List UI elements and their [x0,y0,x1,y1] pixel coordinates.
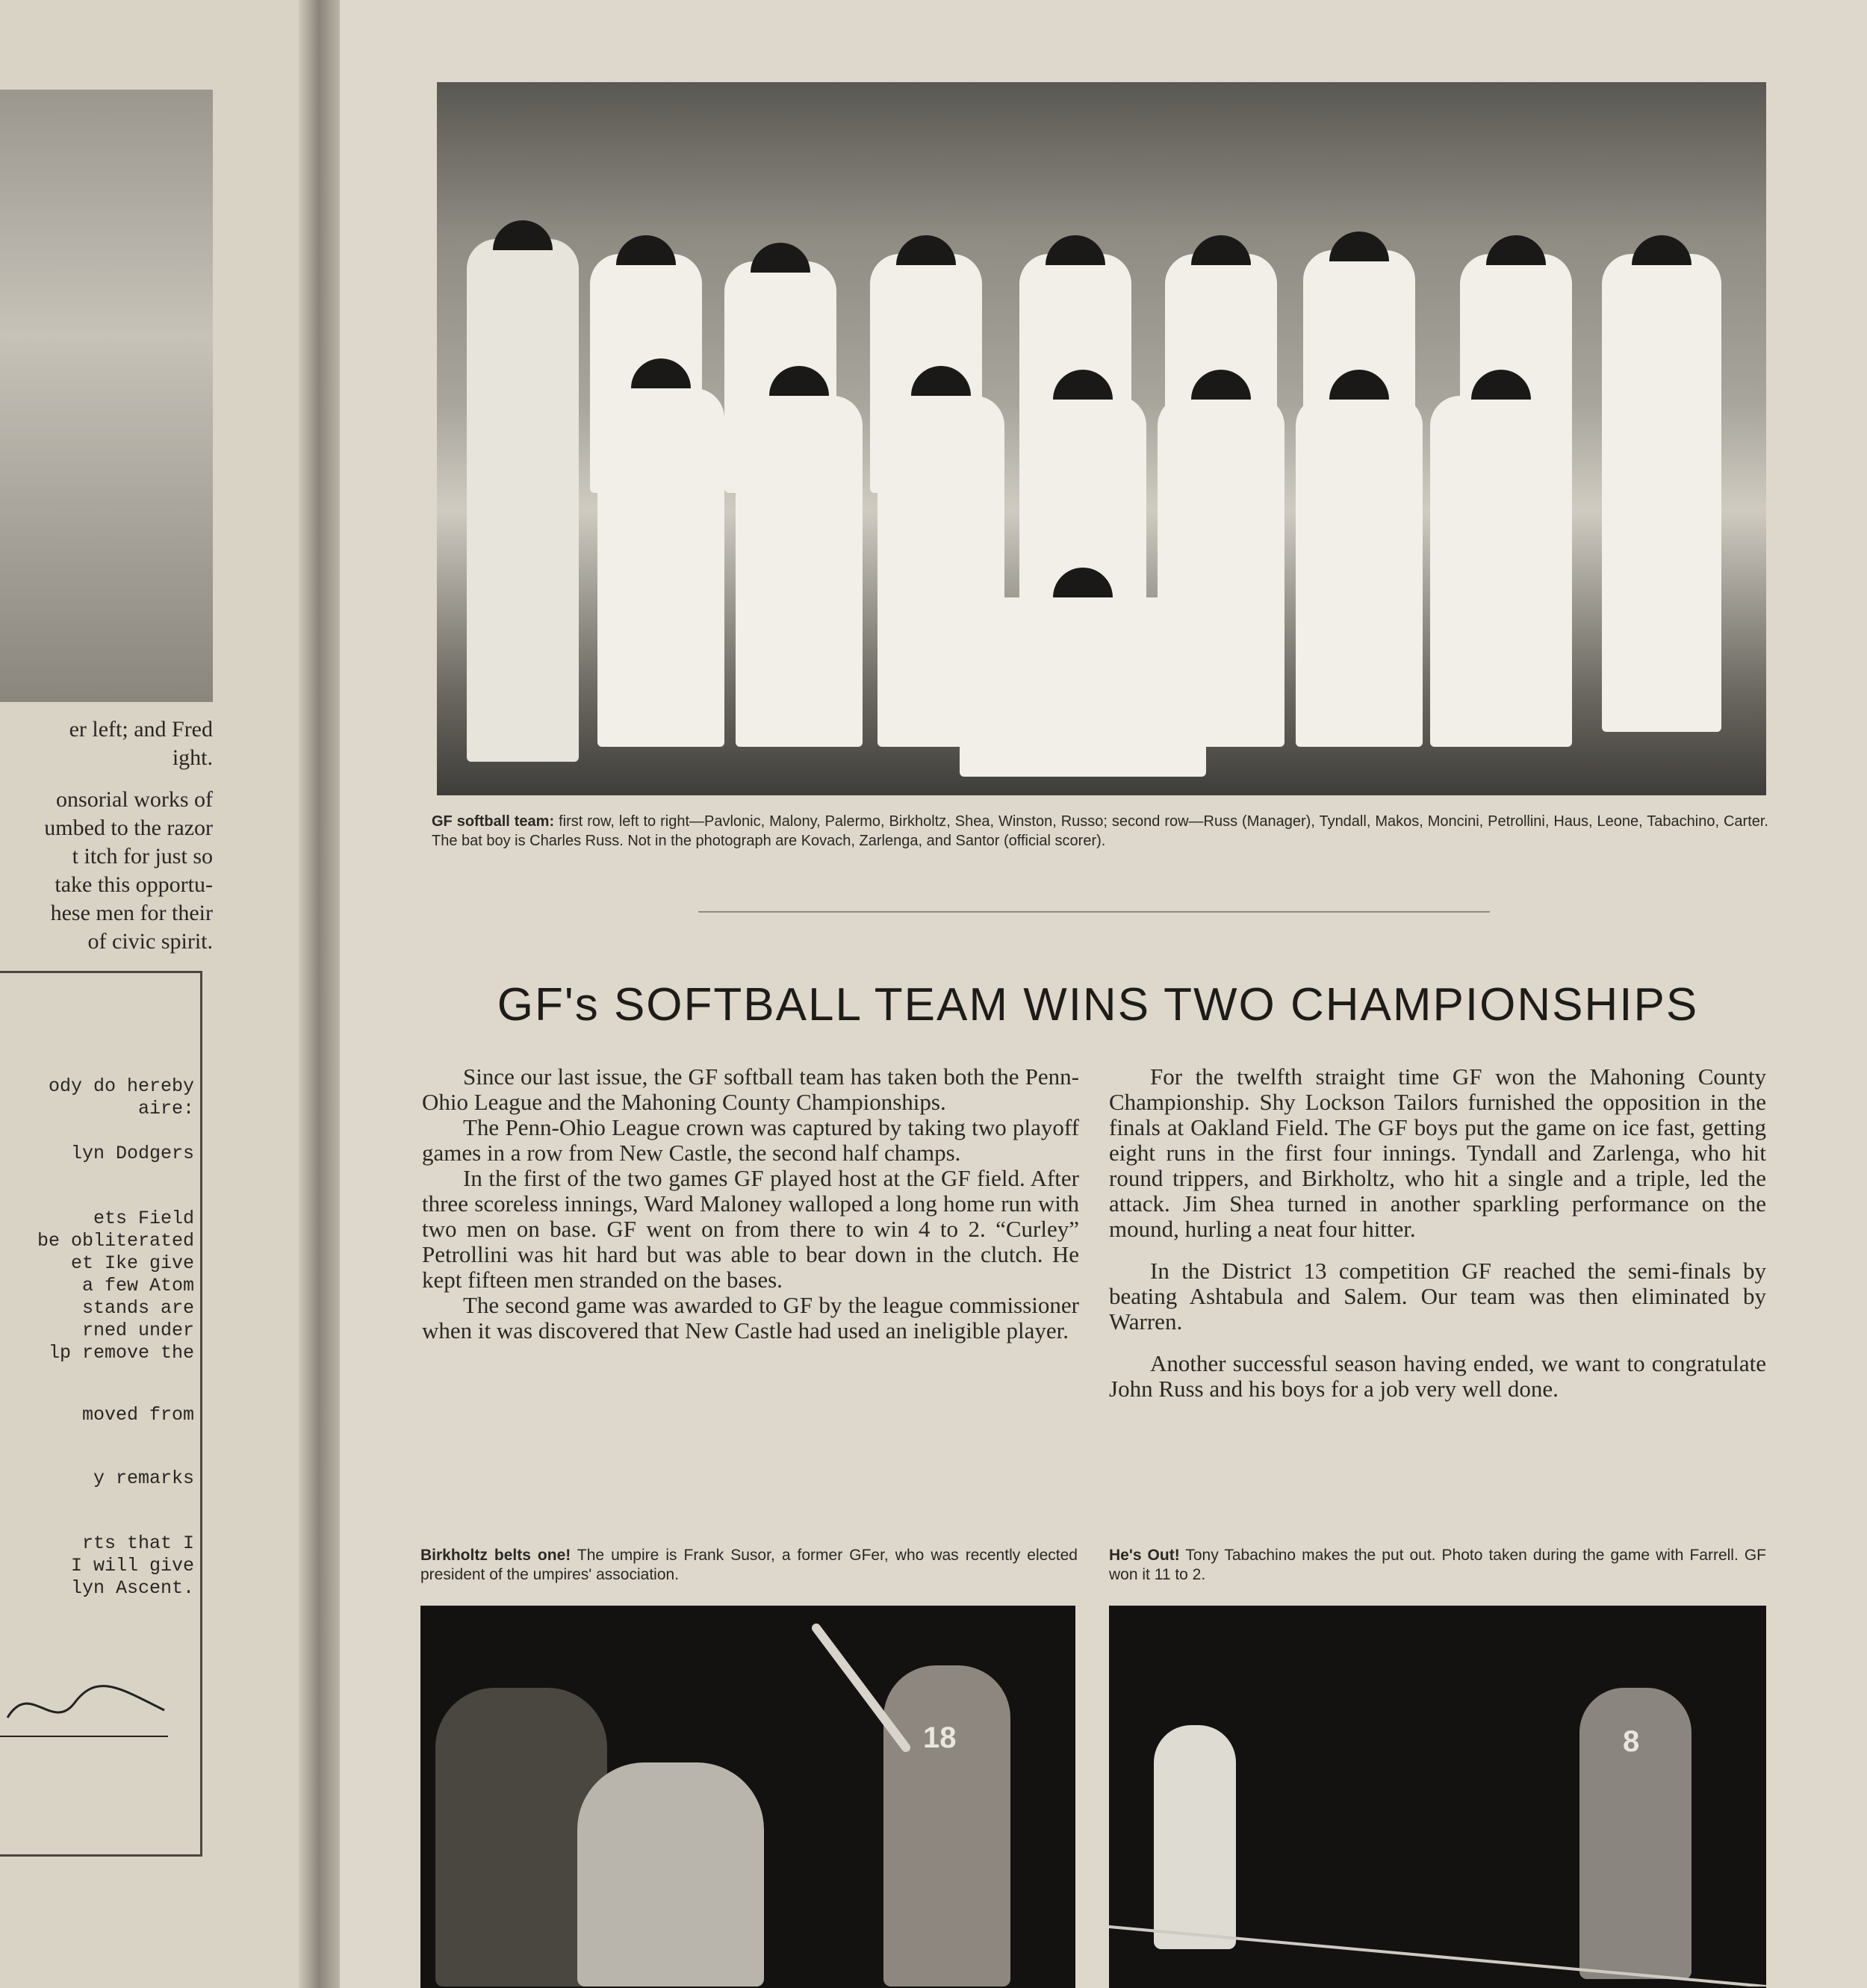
team-photo-caption-body: first row, left to right—Pavlonic, Malony, Palermo, Birkholtz, Shea, Winston, Russo; second row—Russ (Manager), Tyndall, Makos, Moncini, Petrollini, Haus, Leone, Tabachino, Carter. The bat boy is Charles Russ. Not in the photograph are Kovach, Zarlenga, and Santor (official scorer). [432,813,1768,849]
putout-photo-caption [1109,1546,1766,1585]
article-column-left [422,1064,1079,1344]
batting-photo [420,1606,1075,1988]
article-paragraph: For the twelfth straight time GF won the Mahoning County Championship. Shy Lockson Tailors furnished the opposition in the finals at Oakland Field. The GF boys put the game on ice fast, getting eight runs in the first four innings. Tyndall and Zarlenga, who hit round trippers, and Birkholtz, who hit a single and a triple, led the attack. Jim Shea turned in another sparkling performance on the mound, hurling a neat four hitter. [1109,1063,1766,1242]
batting-photo-caption-body: The umpire is Frank Susor, a former GFer, who was recently elected president of the umpires' association. [420,1547,1078,1583]
left-paragraph-line: umbed to the razor [44,816,213,840]
left-paragraph-line: t itch for just so [72,844,213,869]
box-line: ody do hereby [48,1075,194,1097]
left-paragraph-line: of civic spirit. [87,929,213,954]
team-photo-caption-lead: GF softball team: [432,813,555,830]
left-paragraph-line: hese men for their [50,901,213,925]
box-line: moved from [81,1404,194,1426]
section-divider [698,911,1490,913]
box-line: et Ike give [70,1252,194,1274]
article-column-right [1109,1064,1766,1402]
batting-photo-caption [420,1546,1078,1585]
article-paragraph: The Penn-Ohio League crown was captured by taking two playoff games in a row from New Castle, the second half champs. [422,1114,1079,1166]
article-paragraph: In the District 13 competition GF reached the semi-finals by beating Ashtabula and Salem. Our team was then eliminated by Warren. [1109,1258,1766,1335]
team-photo [437,82,1766,795]
box-line: I will give [70,1555,194,1577]
book-spine [299,0,344,1988]
left-paragraph-line: onsorial works of [56,787,213,812]
box-line: lyn Ascent. [70,1577,194,1599]
left-paragraph-line: take this opportu- [55,872,213,897]
fielder-jersey-number: 8 [1623,1725,1640,1758]
box-line: stands are [81,1297,194,1319]
left-caption-line-1: er left; and Fred [69,717,213,742]
article-paragraph: Another successful season having ended, we want to congratulate John Russ and his boys for a job very well done. [1109,1350,1766,1402]
box-line: a few Atom [81,1275,194,1296]
article-paragraph: In the first of the two games GF played host at the GF field. After three scoreless innings, Ward Maloney walloped a long home run with two men on base. GF went on from there to win 4 to 2. “Curley” Petrollini was hit hard but was able to bear down in the clutch. He kept fifteen men stranded on the bases. [422,1165,1079,1293]
batting-photo-caption-lead: Birkholtz belts one! [420,1547,571,1564]
team-photo-caption [432,812,1768,851]
box-line: lp remove the [48,1342,194,1364]
putout-photo [1109,1606,1766,1988]
box-line: rts that I [81,1532,194,1554]
putout-photo-caption-body: Tony Tabachino makes the put out. Photo taken during the game with Farrell. GF won it 11 to 2. [1109,1547,1766,1583]
box-line: y remarks [93,1467,194,1489]
left-page [0,0,329,1988]
signature-image [0,1665,179,1748]
article-headline: GF's SOFTBALL TEAM WINS TWO CHAMPIONSHIPS [497,979,1699,1031]
box-line: ets Field [93,1208,194,1229]
box-line: be obliterated [37,1230,194,1252]
article-paragraph: Since our last issue, the GF softball team has taken both the Penn-Ohio League and the Mahoning County Championships. [422,1063,1079,1115]
left-page-photo [0,90,213,702]
box-line: aire: [137,1098,194,1119]
batter-jersey-number: 18 [923,1721,957,1754]
left-caption-line-2: ight. [172,745,213,770]
box-line: lyn Dodgers [70,1143,194,1164]
article-paragraph: The second game was awarded to GF by the league commissioner when it was discovered that New Castle had used an ineligible player. [422,1292,1079,1344]
putout-photo-caption-lead: He's Out! [1109,1547,1180,1564]
box-line: rned under [81,1320,194,1341]
